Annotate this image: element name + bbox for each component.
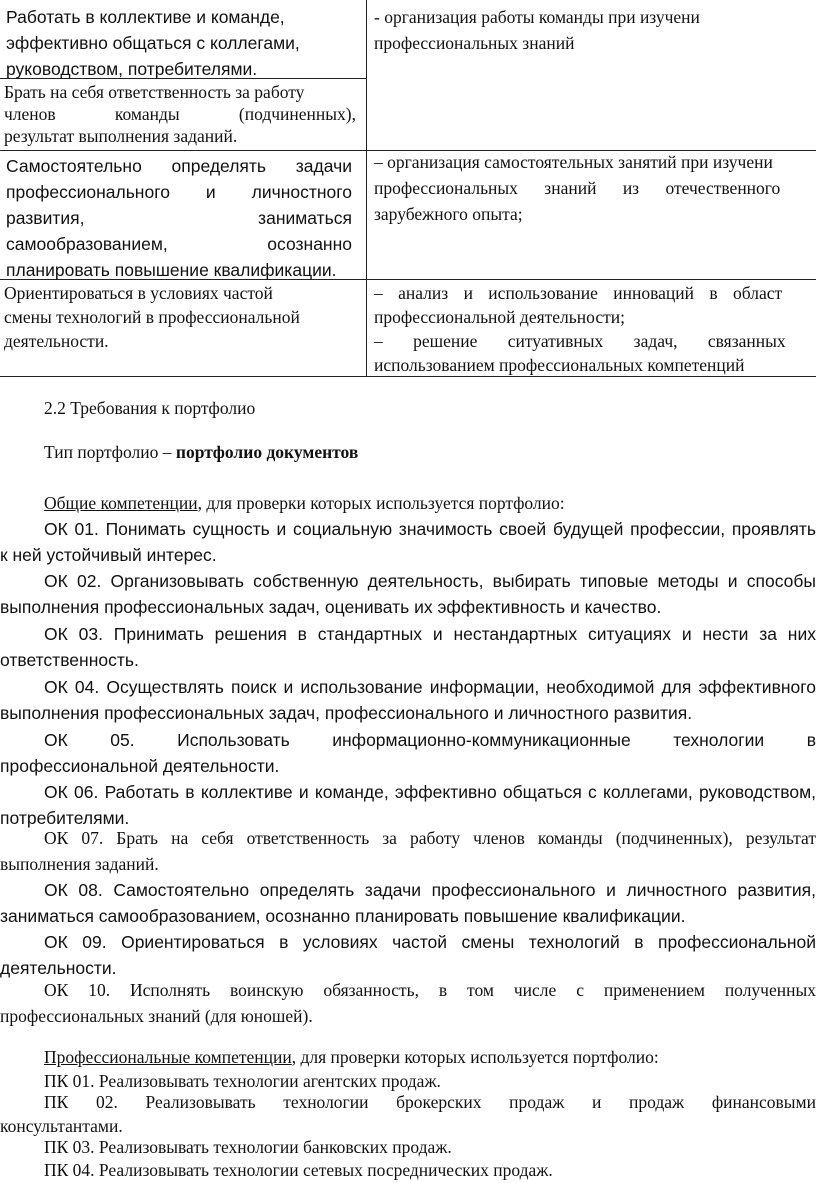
competency-line: ОК 04. Осуществлять поиск и использование информации, необходимой для эффективного (44, 677, 816, 697)
competency-ok-09 (0, 929, 816, 981)
competency-ok-03 (0, 621, 816, 673)
competency-line: ОК 06. Работать в коллективе и команде, эффективно общаться с коллегами, руководством, (44, 782, 816, 802)
competency-line: ОК 03. Принимать решения в стандартных и нестандартных ситуациях и нести за них (44, 624, 816, 644)
competency-line: потребителями. (0, 808, 130, 828)
cell-line: – организация самостоятельных занятий при изучени (374, 152, 773, 172)
competency-ok-05 (0, 727, 816, 779)
competency-line: профессиональной деятельности. (0, 756, 280, 776)
cell-line: профессиональной деятельности; (374, 307, 625, 327)
competency-ok-04 (0, 674, 816, 726)
general-competencies-intro: , для проверки которых используется портфолио: (197, 493, 565, 513)
cell-line: – анализ и использование инноваций в област (374, 283, 783, 303)
competency-line: ОК 01. Понимать сущность и социальную значимость своей будущей профессии, проявлять (44, 519, 816, 539)
cell-line: смены технологий в профессиональной (4, 307, 300, 327)
table-cell-skill (6, 4, 352, 82)
competency-line: консультантами. (0, 1116, 123, 1136)
competency-ok-10 (0, 977, 816, 1029)
competency-line: ОК 08. Самостоятельно определять задачи профессионального и личностного развития, (44, 880, 816, 900)
competency-ok-07 (0, 825, 816, 877)
cell-line: профессиональных знаний из отечественного (374, 178, 781, 198)
cell-line: зарубежного опыта; (374, 204, 523, 224)
cell-line: Ориентироваться в условиях частой (4, 283, 273, 303)
general-competencies-label: Общие компетенции (44, 493, 198, 513)
competency-line: ОК 07. Брать на себя ответственность за работу членов команды (подчиненных), результат (44, 828, 816, 848)
competency-line: к ней устойчивый интерес. (0, 545, 217, 565)
cell-line: - организация работы команды при изучени (374, 7, 700, 27)
general-competencies-heading (44, 491, 744, 515)
competency-ok-06 (0, 779, 816, 831)
portfolio-type (44, 440, 744, 464)
competency-pk-01: ПК 01. Реализовывать технологии агентских продаж. (44, 1071, 441, 1091)
competency-line: ОК 10. Исполнять воинскую обязанность, в том числе с применением полученных (44, 980, 816, 1000)
competency-line: деятельности. (0, 958, 117, 978)
table-cell-activity (374, 4, 816, 56)
cell-line: самообразованием, осознанно (6, 234, 352, 254)
competency-line: ОК 09. Ориентироваться в условиях частой смены технологий в профессиональной (44, 932, 816, 952)
competency-ok-02 (0, 568, 816, 620)
competency-pk-02 (0, 1090, 816, 1138)
competency-table (0, 0, 816, 377)
competency-line: выполнения заданий. (0, 854, 159, 874)
cell-line: использованием профессиональных компетенций (374, 355, 745, 375)
table-cell-activity (374, 149, 816, 227)
cell-line: руководством, потребителями. (6, 59, 258, 79)
competency-line: профессиональных знаний (для юношей). (0, 1006, 313, 1026)
cell-line: членов команды (подчиненных), (4, 104, 356, 124)
table-cell-activity (374, 281, 816, 377)
cell-line: Работать в коллективе и команде, (6, 7, 285, 27)
competency-line: ПК 02. Реализовывать технологии брокерских продаж и продаж финансовыми (44, 1092, 816, 1112)
professional-competencies-intro: , для проверки которых используется портфолио: (291, 1047, 659, 1067)
cell-line: развития, заниматься (6, 208, 352, 228)
section-heading: 2.2 Требования к портфолио (44, 398, 256, 418)
portfolio-type-value: портфолио документов (175, 442, 359, 462)
table-cell-skill (6, 153, 352, 283)
professional-competencies-heading (44, 1045, 804, 1069)
cell-line: Брать на себя ответственность за работу (4, 82, 305, 102)
competency-line: ответственность. (0, 650, 139, 670)
competency-line: ОК 05. Использовать информационно-коммуникационные технологии в (44, 730, 816, 750)
competency-pk-04: ПК 04. Реализовывать технологии сетевых посреднических продаж. (44, 1160, 553, 1180)
competency-line: ОК 02. Организовывать собственную деятельность, выбирать типовые методы и способы (44, 571, 816, 591)
cell-line: – решение ситуативных задач, связанных (374, 331, 786, 351)
portfolio-type-label: Тип портфолио – (44, 442, 176, 462)
cell-line: планировать повышение квалификации. (6, 260, 337, 280)
cell-line: результат выполнения заданий. (4, 126, 238, 146)
table-cell-skill (4, 81, 356, 147)
cell-line: эффективно общаться с коллегами, (6, 33, 300, 53)
competency-line: выполнения профессиональных задач, оценивать их эффективность и качество. (0, 597, 662, 617)
table-cell-skill (4, 281, 360, 353)
competency-pk-03: ПК 03. Реализовывать технологии банковских продаж. (44, 1137, 452, 1157)
competency-ok-01 (0, 516, 816, 568)
table-column-divider (366, 0, 367, 377)
cell-line: Самостоятельно определять задачи (6, 156, 352, 176)
competency-line: заниматься самообразованием, осознанно планировать повышение квалификации. (0, 906, 686, 926)
competency-ok-08 (0, 877, 816, 929)
cell-line: деятельности. (4, 331, 109, 351)
competency-line: выполнения профессиональных задач, профессионального и личностного развития. (0, 703, 693, 723)
cell-line: профессиональных знаний (374, 33, 575, 53)
professional-competencies-label: Профессиональные компетенции (44, 1047, 292, 1067)
cell-line: профессионального и личностного (6, 182, 352, 202)
